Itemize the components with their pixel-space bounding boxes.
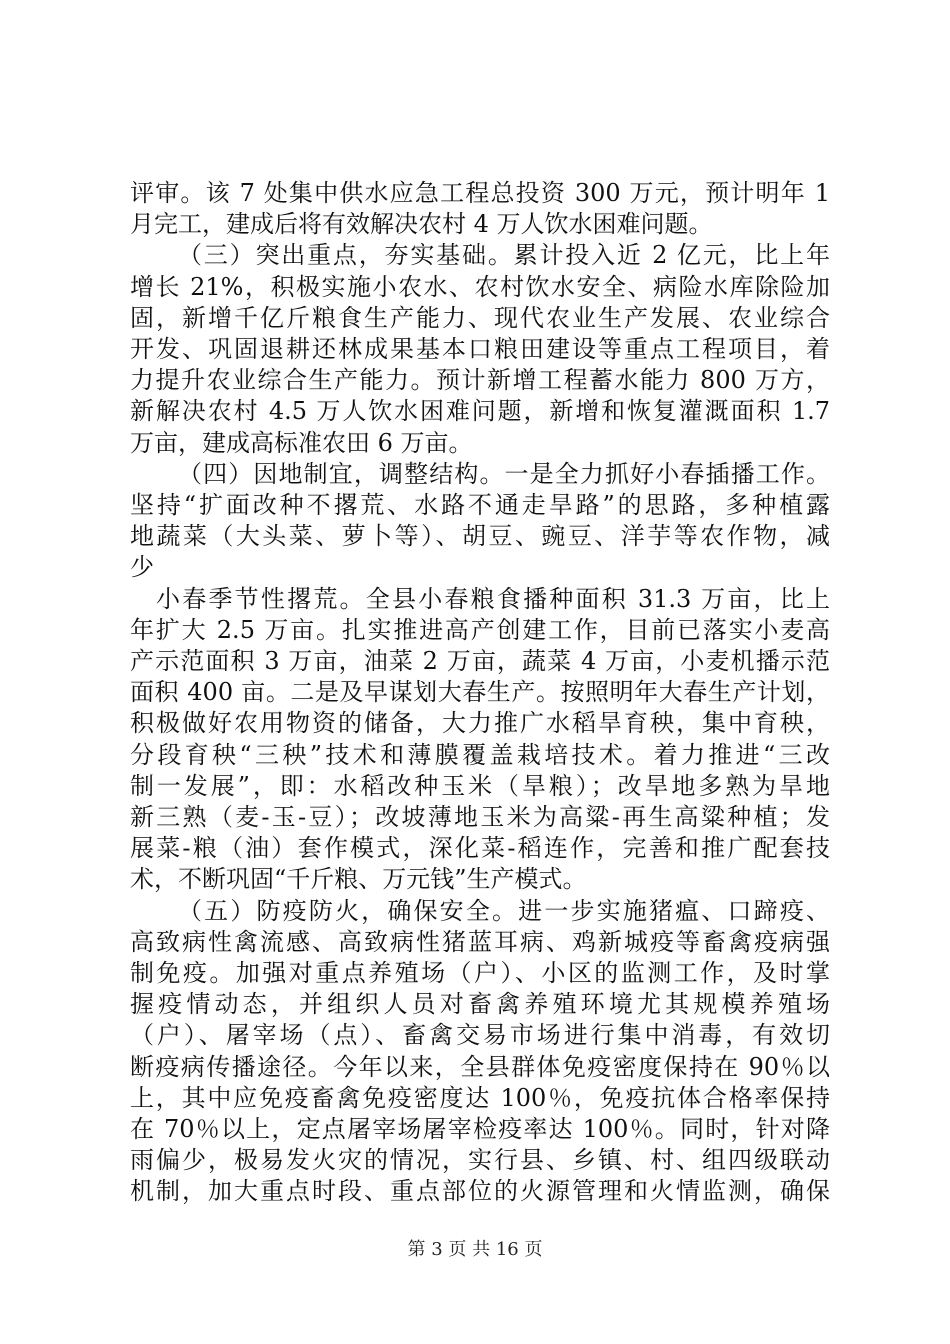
text-line: 小春季节性撂荒。全县小春粮食播种面积 31.3 万亩，比上 <box>156 584 830 613</box>
text-line: 在 70％以上，定点屠宰场屠宰检疫率达 100％。同时，针对降 <box>130 1115 830 1143</box>
text-line: 新解决农村 4.5 万人饮水困难问题，新增和恢复灌溉面积 1.7 <box>130 397 830 426</box>
text-line: 月完工，建成后将有效解决农村 4 万人饮水困难问题。 <box>130 210 713 239</box>
text-line: 握疫情动态，并组织人员对畜禽养殖环境尤其规模养殖场 <box>130 990 830 1019</box>
text-line: 上，其中应免疫畜禽免疫密度达 100％，免疫抗体合格率保持 <box>130 1083 830 1112</box>
text-line: 面积 400 亩。二是及早谋划大春生产。按照明年大春生产计划， <box>130 678 830 707</box>
text-line: 坚持“扩面改种不撂荒、水路不通走旱路”的思路，多种植露 <box>130 491 830 519</box>
text-line: （四）因地制宜，调整结构。一是全力抓好小春插播工作。 <box>178 459 830 488</box>
text-line: 力提升农业综合生产能力。预计新增工程蓄水能力 800 万方， <box>130 366 830 395</box>
text-line: （三）突出重点，夯实基础。累计投入近 2 亿元，比上年 <box>178 241 830 270</box>
page-footer: 第 3 页 共 16 页 <box>407 1239 543 1260</box>
text-line: 术，不断巩固“千斤粮、万元钱”生产模式。 <box>130 865 587 894</box>
text-line: 万亩，建成高标准农田 6 万亩。 <box>130 428 473 457</box>
text-line: 制一发展”，即：水稻改种玉米（旱粮）；改旱地多熟为旱地 <box>130 771 830 800</box>
text-line: 开发、巩固退耕还林成果基本口粮田建设等重点工程项目，着 <box>130 335 830 363</box>
text-line: 评审。该 7 处集中供水应急工程总投资 300 万元，预计明年 1 <box>130 179 830 207</box>
text-line: 年扩大 2.5 万亩。扎实推进高产创建工作，目前已落实小麦高 <box>130 615 830 644</box>
text-line: 机制，加大重点时段、重点部位的火源管理和火情监测，确保 <box>130 1177 830 1206</box>
text-line: 少 <box>130 553 154 582</box>
text-line: 制免疫。加强对重点养殖场（户）、小区的监测工作，及时掌 <box>130 959 830 987</box>
text-line: 积极做好农用物资的储备，大力推广水稻旱育秧，集中育秧， <box>130 709 830 738</box>
text-line: 雨偏少，极易发火灾的情况，实行县、乡镇、村、组四级联动 <box>130 1146 830 1175</box>
text-line: （五）防疫防火，确保安全。进一步实施猪瘟、口蹄疫、 <box>178 896 830 925</box>
text-line: 分段育秧“三秧”技术和薄膜覆盖栽培技术。着力推进“三改 <box>130 740 830 769</box>
text-line: 展菜-粮（油）套作模式，深化菜-稻连作，完善和推广配套技 <box>130 834 830 863</box>
text-line: （户）、屠宰场（点）、畜禽交易市场进行集中消毒，有效切 <box>130 1021 830 1050</box>
text-line: 地蔬菜（大头菜、萝卜等）、胡豆、豌豆、洋芋等农作物，减 <box>130 522 830 551</box>
text-line: 产示范面积 3 万亩，油菜 2 万亩，蔬菜 4 万亩，小麦机播示范 <box>130 647 830 675</box>
text-line: 断疫病传播途径。今年以来，全县群体免疫密度保持在 90％以 <box>130 1052 830 1081</box>
text-line: 高致病性禽流感、高致病性猪蓝耳病、鸡新城疫等畜禽疫病强 <box>130 927 830 956</box>
text-line: 固，新增千亿斤粮食生产能力、现代农业生产发展、农业综合 <box>130 303 830 332</box>
text-line: 增长 21%，积极实施小农水、农村饮水安全、病险水库除险加 <box>130 272 830 301</box>
text-line: 新三熟（麦-玉-豆）；改坡薄地玉米为高粱-再生高粱种植；发 <box>130 803 830 831</box>
